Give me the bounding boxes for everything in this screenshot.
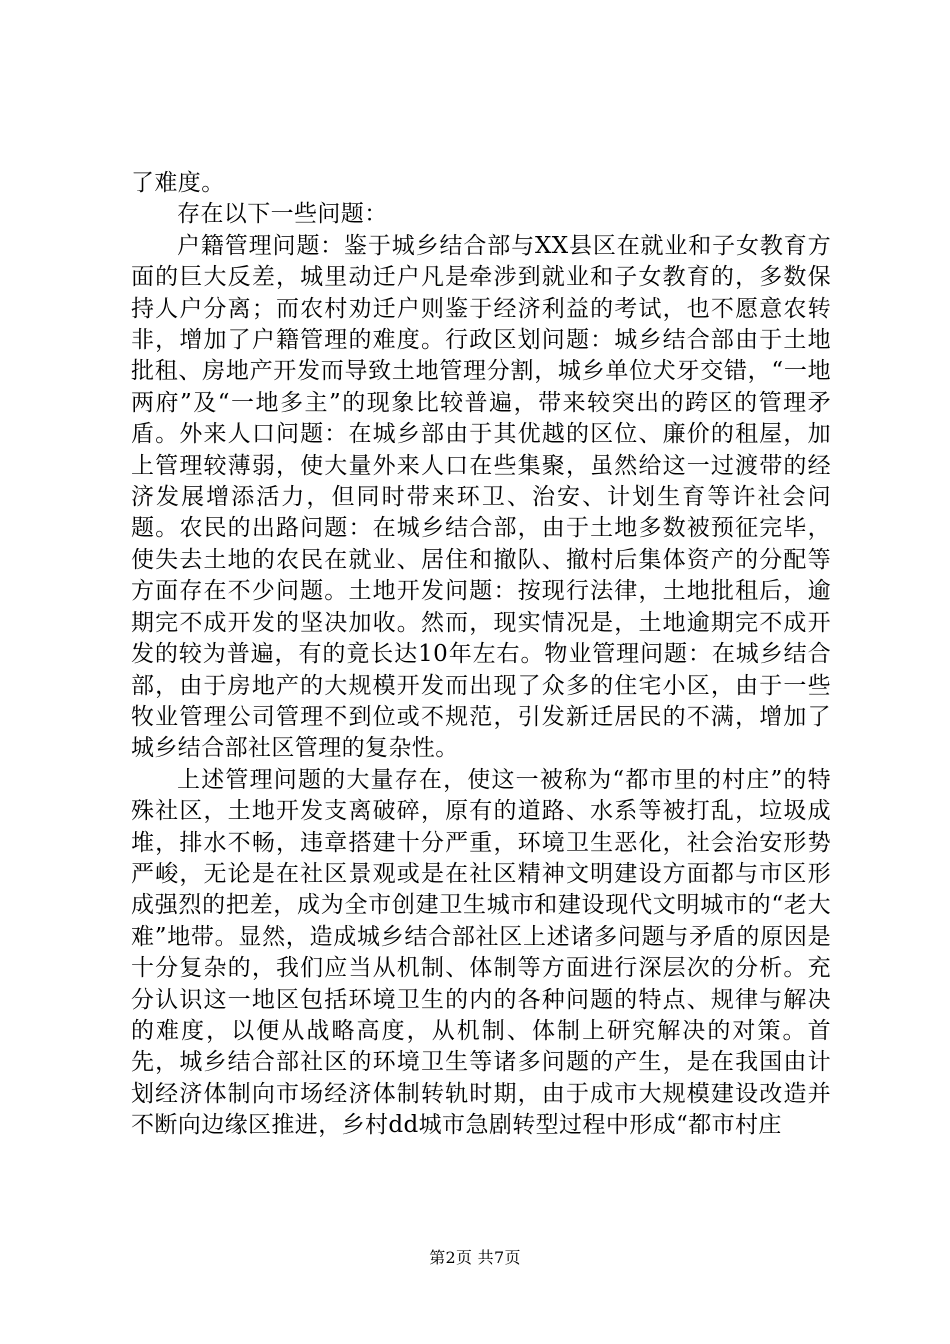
page-footer: 第2页 共7页	[429, 1248, 521, 1267]
paragraph-issues: 户籍管理问题：鉴于城乡结合部与XX县区在就业和子女教育方面的巨大反差，城里动迁户凡是牵涉到就业和子女教育的，多数保持人户分离；而农村劝迁户则鉴于经济利益的考试，也不愿意农转非，增加了户籍管理的难度。行政区划问题：城乡结合部由于土地批租、房地产开发而导致土地管理分割，城乡单位犬牙交错，“一地两府”及“一地多主”的现象比较普遍，带来较突出的跨区的管理矛盾。外来人口问题：在城乡部由于其优越的区位、廉价的租屋，加上管理较薄弱，使大量外来人口在些集聚，虽然给这一过渡带的经济发展增添活力，但同时带来环卫、治安、计划生育等许社会问题。农民的出路问题：在城乡结合部，由于土地多数被预征完毕，使失去土地的农民在就业、居住和撤队、撤村后集体资产的分配等方面存在不少问题。土地开发问题：按现行法律，土地批租后，逾期完不成开发的坚决加收。然而，现实情况是，土地逾期完不成开发的较为普遍，有的竟长达10年左右。物业管理问题：在城乡结合部，由于房地产的大规模开发而出现了众多的住宅小区，由于一些牧业管理公司管理不到位或不规范，引发新迁居民的不满，增加了城乡结合部社区管理的复杂性。	[131, 232, 831, 762]
paragraph-intro: 存在以下一些问题：	[177, 201, 388, 228]
paragraph-continuation: 了难度。	[131, 170, 225, 196]
document-body	[131, 168, 831, 1142]
paragraph-analysis: 上述管理问题的大量存在，使这一被称为“都市里的村庄”的特殊社区，土地开发支离破碎，原有的道路、水系等被打乱，垃圾成堆，排水不畅，违章搭建十分严重，环境卫生恶化，社会治安形势严峻，无论是在社区景观或是在社区精神文明建设方面都与市区形成强烈的把差，成为全市创建卫生城市和建设现代文明城市的“老大难”地带。显然，造成城乡结合部社区上述诸多问题与矛盾的原因是十分复杂的，我们应当从机制、体制等方面进行深层次的分析。充分认识这一地区包括环境卫生的内的各种问题的特点、规律与解决的难度，以便从战略高度，从机制、体制上研究解决的对策。首先，城乡结合部社区的环境卫生等诸多问题的产生，是在我国由计划经济体制向市场经济体制转轨时期，由于成市大规模建设改造并不断向边缘区推进，乡村dd城市急剧转型过程中形成“都市村庄	[131, 766, 831, 1139]
